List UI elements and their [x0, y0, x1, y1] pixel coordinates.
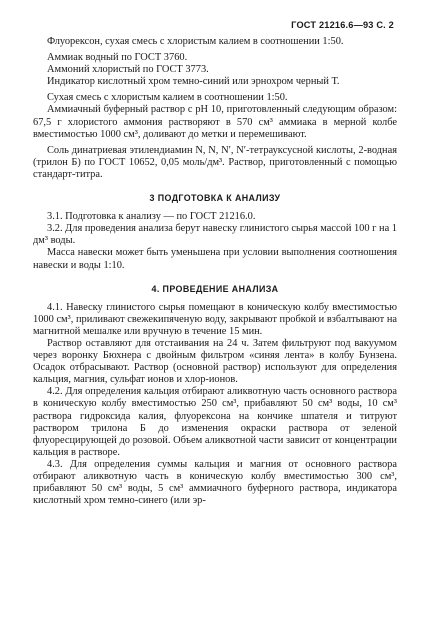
paragraph: Масса навески может быть уменьшена при условии выполнения соотношения навески и воды 1:10.	[33, 247, 397, 271]
reagent-item: Аммоний хлористый по ГОСТ 3773.	[47, 64, 209, 76]
reagent-item: Аммиак водный по ГОСТ 3760.	[47, 52, 188, 64]
paragraph: 4.3. Для определения суммы кальция и магния от основного раствора отбирают аликвотную часть в коническую колбу вместимостью 300 см³, прибавляют 50 см³ воды, 5 см³ аммиачного буферного раствора, индикатора кислотный хром темно-синего (или эр-	[33, 458, 397, 507]
reagent-item: Флуорексон, сухая смесь с хлористым калием в соотношении 1:50.	[47, 36, 344, 47]
reagent-item: Индикатор кислотный хром темно-синий или эрнохром черный Т.	[47, 76, 340, 88]
section-heading: 3 ПОДГОТОВКА К АНАЛИЗУ	[149, 193, 281, 204]
paragraph: 3.1. Подготовка к анализу — по ГОСТ 21216.0.	[47, 211, 256, 223]
section-heading: 4. ПРОВЕДЕНИЕ АНАЛИЗА	[151, 283, 279, 294]
paragraph: Раствор оставляют для отстаивания на 24 ч. Затем фильтруют под вакуумом через воронку Бюхнера с двойным фильтром «синяя лента» в колбу Бунзена. Осадок отбрасывают. Раствор (основной раствор) используют для определения кальция, магния, сульфат ионов и хлор-ионов.	[33, 337, 397, 386]
paragraph: 3.2. Для проведения анализа берут навеску глинистого сырья массой 100 г на 1 дм³ воды.	[33, 223, 397, 247]
reagent-item: Аммиачный буферный раствор с рН 10, приготовленный следующим образом: 67,5 г хлористого аммония растворяют в 570 см³ аммиака в мерной колбе вместимостью 1000 см³, доливают до метки и перемешивают.	[33, 104, 397, 140]
reagent-item: Сухая смесь с хлористым калием в соотношении 1:50.	[47, 92, 288, 104]
paragraph: 4.2. Для определения кальция отбирают аликвотную часть основного раствора в коническую колбу вместимостью 250 см³, прибавляют 50 см³ воды, 10 см³ раствора гидроксида калия, флуорексона на кончике шпателя и титруют раствором трилона Б до изменения окраски раствора от зеленой флуоресцирующей до розовой. Объем аликвотной части зависит от концентрации кальция в растворе.	[33, 386, 397, 458]
document-body	[33, 36, 397, 507]
reagent-item: Соль динатриевая этилендиамин N, N, N′, N′-тетрауксусной кислоты, 2-водная (трилон Б) по ГОСТ 10652, 0,05 моль/дм³. Раствор, приготовленный с помощью стандарт-титра.	[33, 144, 397, 180]
paragraph: 4.1. Навеску глинистого сырья помещают в коническую колбу вместимостью 1000 см³, приливают свежекипяченую воду, закрывают пробкой и взбалтывают на магнитной мешалке или вручную в течение 15 мин.	[33, 301, 397, 337]
running-header: ГОСТ 21216.6—93 С. 2	[291, 20, 394, 30]
